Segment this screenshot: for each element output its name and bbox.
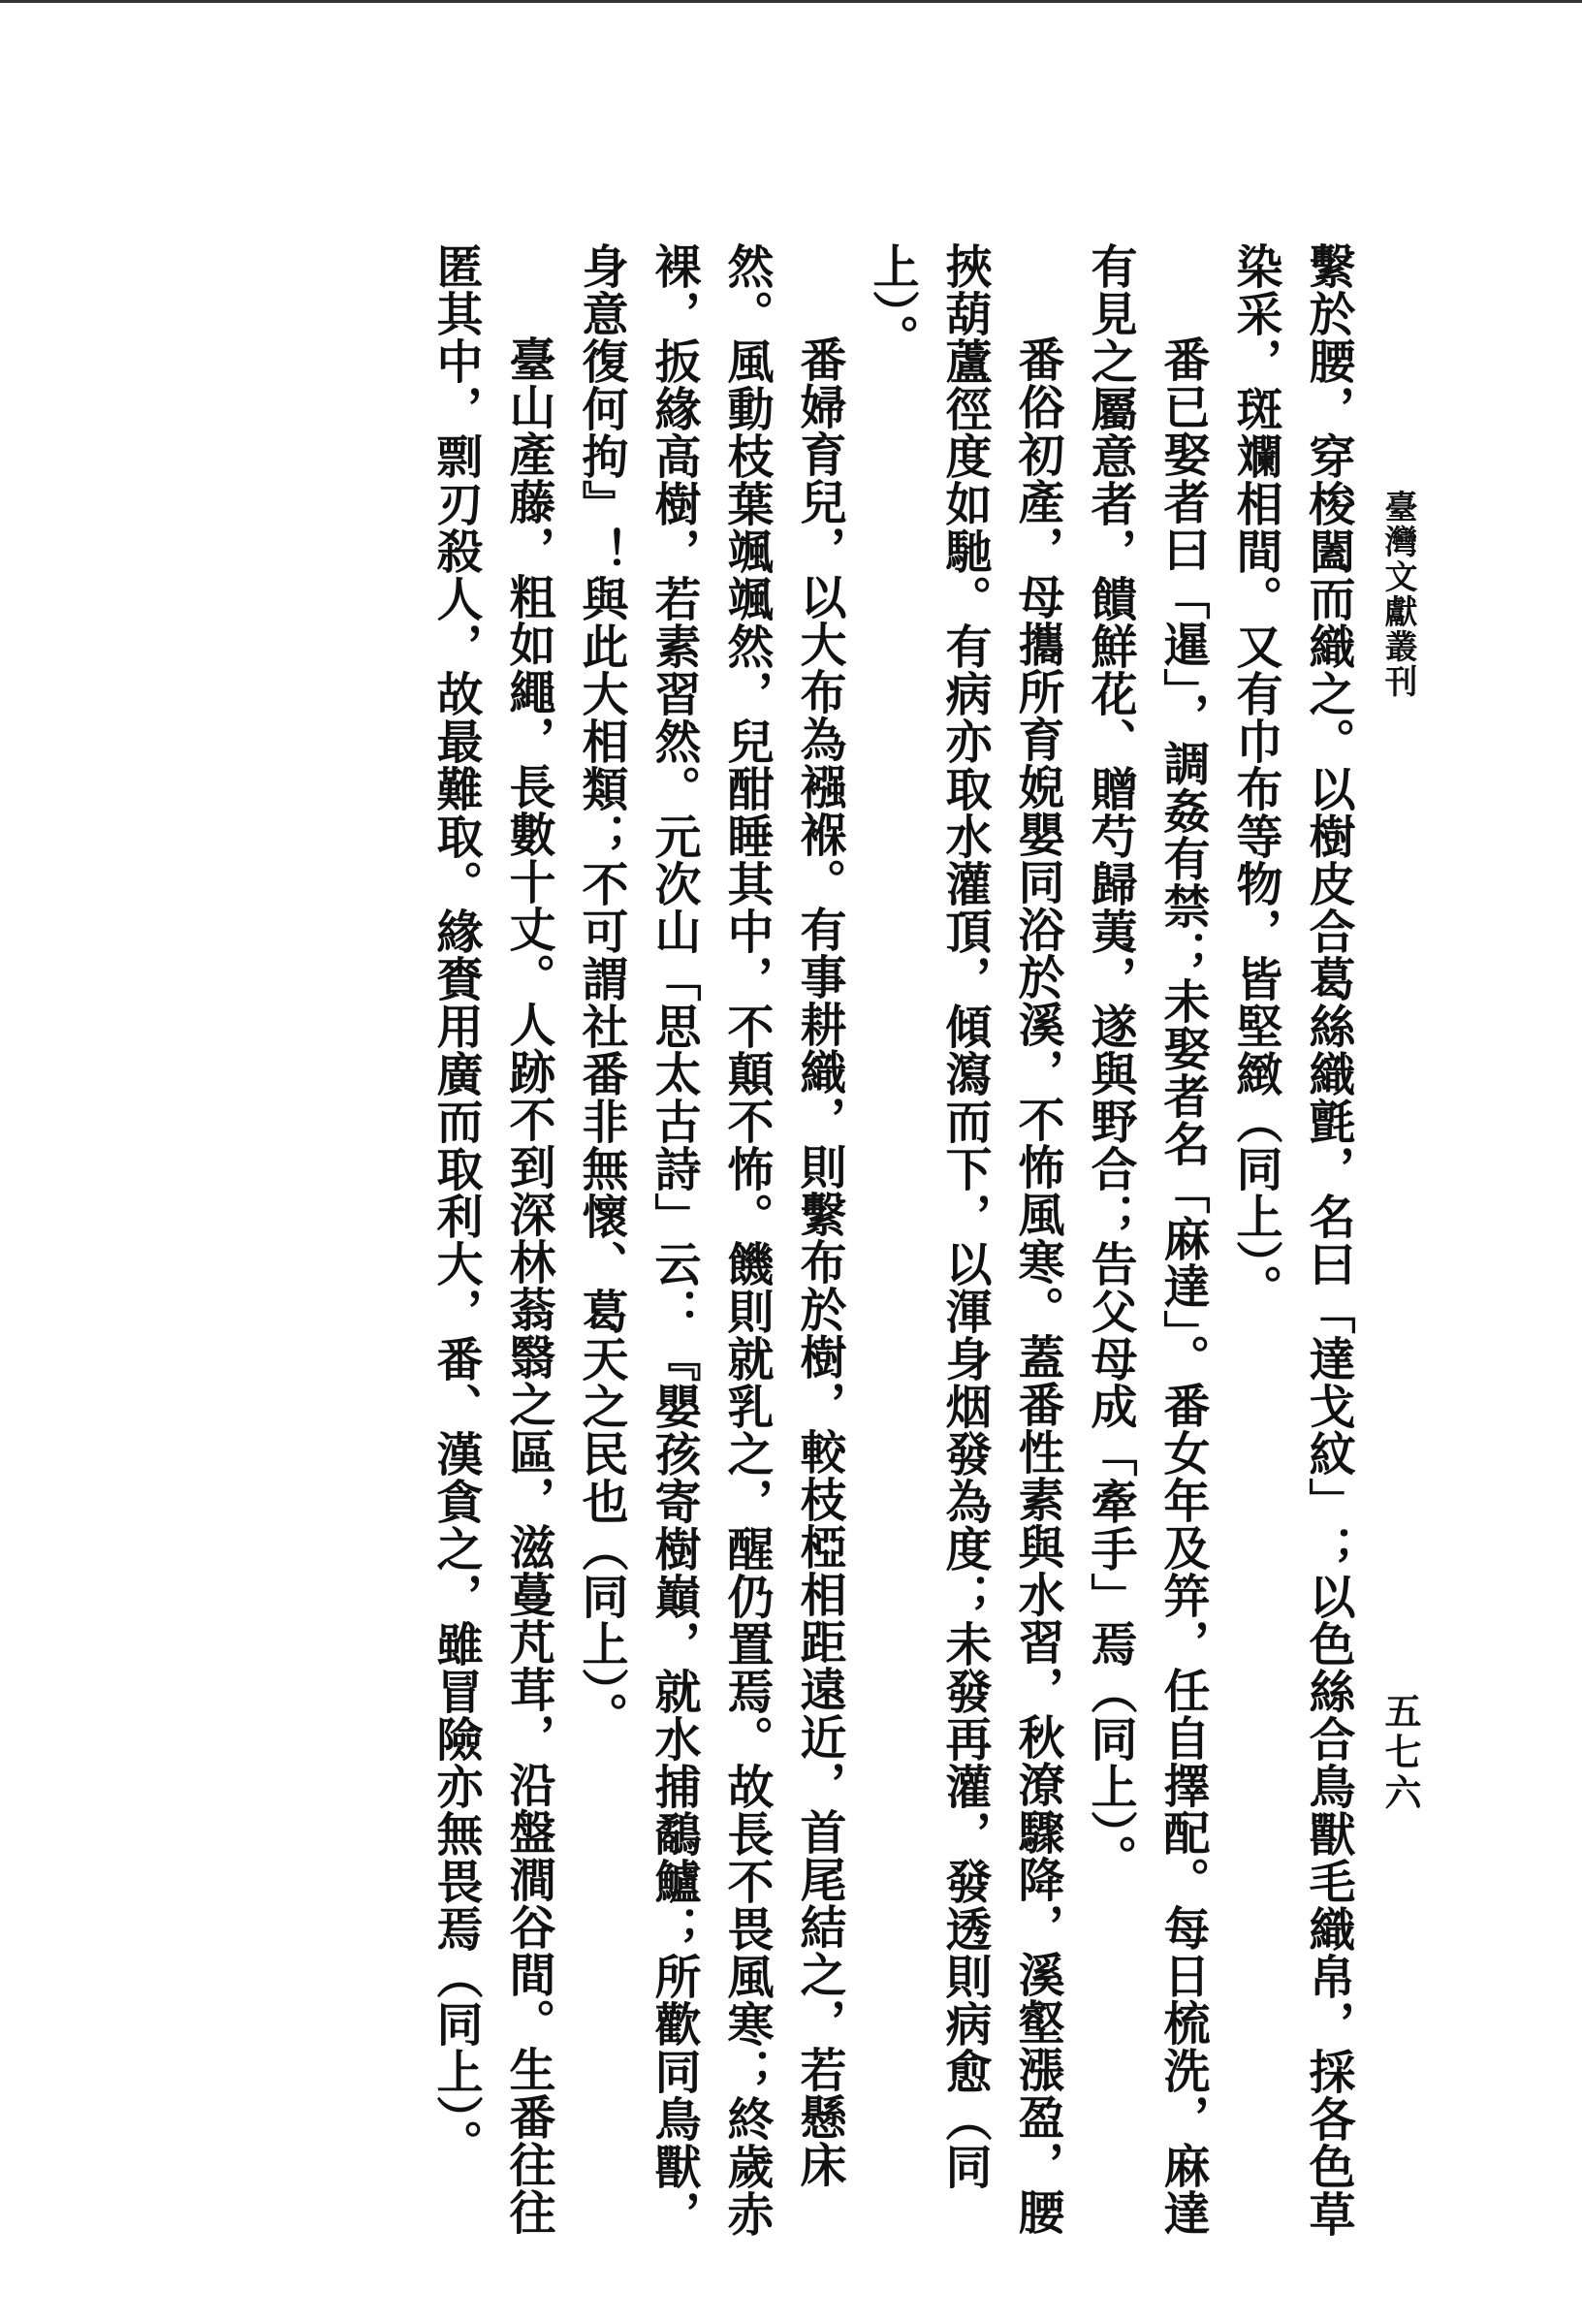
body-text bbox=[152, 242, 1364, 2278]
running-title: 臺灣文獻叢刊 bbox=[1378, 490, 1417, 699]
paragraph: 番婦育兒，以大布為襁褓。有事耕織，則繫布於樹，較枝椏相距遠近，首尾結之，若懸床然。風動枝葉颯颯然，兒酣睡其中，不顛不怖。饑則就乳之，醒仍置焉。故長不畏風寒；終歲赤裸，扳緣高樹，若素習然。元次山「思太古詩」云：『嬰孩寄樹巔，就水捕鷸鱸；所歡同鳥獸，身意復何拘』！與此大相類；不可謂社番非無懷、葛天之民也（同上）。 bbox=[574, 242, 846, 2238]
page-number: 五七六 bbox=[1378, 1692, 1422, 1814]
paragraph: 番已娶者曰「暹」，調姦有禁；未娶者名「麻達」。番女年及笄，任自擇配。每日梳洗，麻達有見之屬意者，饋鮮花、贈芍歸荑，遂與野合；告父母成「牽手」焉（同上）。 bbox=[1083, 242, 1210, 2237]
paragraph: 番俗初產，母攜所育婗嬰同浴於溪，不怖風寒。蓋番性素與水習，秋潦驟降，溪壑漲盈，腰挾葫蘆徑度如馳。有病亦取水灌頂，傾瀉而下，以渾身烟發為度；未發再灌，發透則病愈（同上）。 bbox=[865, 242, 1064, 2236]
paragraph: 繫於腰，穿梭闔而織之。以樹皮合葛絲織氈，名曰「達戈紋」；以色絲合鳥獸毛織帛，採各色草染采，斑斕相間。又有巾布等物，皆堅緻（同上）。 bbox=[1228, 242, 1355, 2238]
top-border-rule bbox=[0, 0, 1582, 3]
paragraph: 臺山產藤，粗如繩，長數十丈。人跡不到深林蓊翳之區，滋蔓芃茸，沿盤澗谷間。生番往往匿其中，剽刃殺人，故最難取。緣賚用廣而取利大，番、漢貪之，雖冒險亦無畏焉（同上）。 bbox=[428, 242, 555, 2236]
